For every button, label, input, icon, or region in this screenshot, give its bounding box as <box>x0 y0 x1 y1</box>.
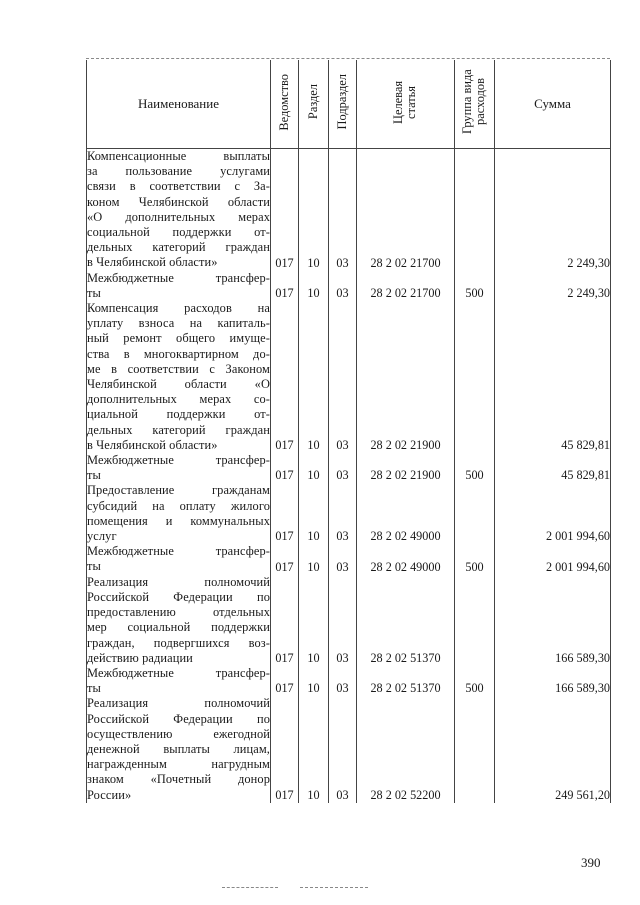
footer-rule-right <box>300 887 368 888</box>
row-razdel: 10 <box>299 666 329 696</box>
row-name-line: услуг <box>87 529 117 544</box>
row-summa: 249 561,20 <box>495 696 611 802</box>
row-name <box>87 575 271 666</box>
row-vedomstvo: 017 <box>271 575 299 666</box>
row-name-line: Реализация полномочий <box>87 696 270 711</box>
row-podrazdel: 03 <box>329 453 357 483</box>
row-gruppa: 500 <box>455 453 495 483</box>
row-razdel: 10 <box>299 696 329 802</box>
row-name-line: помещения и коммунальных <box>87 513 270 528</box>
row-name-line: граждан, подвергшихся воз- <box>87 635 270 650</box>
row-summa: 166 589,30 <box>495 575 611 666</box>
row-vedomstvo: 017 <box>271 666 299 696</box>
row-summa: 2 001 994,60 <box>495 544 611 574</box>
row-name-line: в Челябинской области» <box>87 437 218 452</box>
table-row <box>87 666 611 696</box>
row-gruppa: 500 <box>455 271 495 301</box>
row-name-line: ты <box>87 681 101 696</box>
header-gruppa: Группа вида расходов <box>455 60 495 149</box>
top-rule <box>86 58 610 59</box>
row-name-line: за пользование услугами <box>87 164 270 179</box>
row-name-line: связи в соответствии с За- <box>87 179 270 194</box>
header-podrazdel: Подраздел <box>329 60 357 149</box>
row-name-line: знаком «Почетный донор <box>87 772 270 787</box>
table-row <box>87 301 611 453</box>
row-name-line: Компенсация расходов на <box>87 301 270 316</box>
row-name-line: мер социальной поддержки <box>87 620 270 635</box>
row-summa: 2 249,30 <box>495 149 611 271</box>
row-razdel: 10 <box>299 149 329 271</box>
row-vedomstvo: 017 <box>271 696 299 802</box>
header-celevaya: Целевая статья <box>357 60 455 149</box>
row-vedomstvo: 017 <box>271 453 299 483</box>
row-razdel: 10 <box>299 575 329 666</box>
table-row <box>87 696 611 802</box>
row-name-line: Реализация полномочий <box>87 574 270 589</box>
row-name-line: дельных категорий граждан <box>87 422 270 437</box>
row-celevaya-statya: 28 2 02 49000 <box>357 544 455 574</box>
table-row <box>87 149 611 271</box>
row-name-line: Предоставление гражданам <box>87 483 270 498</box>
row-podrazdel: 03 <box>329 575 357 666</box>
row-name-line: России» <box>87 787 132 802</box>
row-celevaya-statya: 28 2 02 21700 <box>357 149 455 271</box>
row-razdel: 10 <box>299 483 329 544</box>
row-podrazdel: 03 <box>329 666 357 696</box>
table-row <box>87 453 611 483</box>
row-razdel: 10 <box>299 271 329 301</box>
header-summa: Сумма <box>495 60 611 149</box>
row-gruppa <box>455 696 495 802</box>
row-name-line: действию радиации <box>87 650 193 665</box>
row-name-line: уплату взноса на капиталь- <box>87 316 270 331</box>
row-name-line: дополнительных мерах со- <box>87 392 270 407</box>
row-gruppa: 500 <box>455 666 495 696</box>
table-row <box>87 483 611 544</box>
table-row <box>87 271 611 301</box>
row-podrazdel: 03 <box>329 271 357 301</box>
row-vedomstvo: 017 <box>271 301 299 453</box>
table-header <box>87 60 611 149</box>
row-name-line: ный ремонт общего имуще- <box>87 331 270 346</box>
row-name-line: ты <box>87 285 101 300</box>
row-name-line: в Челябинской области» <box>87 255 218 270</box>
budget-table <box>86 60 611 803</box>
row-name <box>87 544 271 574</box>
row-celevaya-statya: 28 2 02 51370 <box>357 575 455 666</box>
row-podrazdel: 03 <box>329 483 357 544</box>
footer-rule-left <box>222 887 278 888</box>
row-podrazdel: 03 <box>329 544 357 574</box>
row-name-line: награжденным нагрудным <box>87 757 270 772</box>
row-name <box>87 149 271 271</box>
row-name <box>87 666 271 696</box>
page-number: 390 <box>581 855 601 870</box>
row-summa: 2 249,30 <box>495 271 611 301</box>
row-celevaya-statya: 28 2 02 21700 <box>357 271 455 301</box>
row-name-line: субсидий на оплату жилого <box>87 498 270 513</box>
row-podrazdel: 03 <box>329 696 357 802</box>
row-summa: 166 589,30 <box>495 666 611 696</box>
row-name-line: осуществлению ежегодной <box>87 726 270 741</box>
row-gruppa <box>455 301 495 453</box>
row-name-line: Челябинской области «О <box>87 377 270 392</box>
header-name: Наименование <box>87 60 271 149</box>
row-name-line: социальной поддержки от- <box>87 225 270 240</box>
row-name <box>87 696 271 802</box>
row-name-line: ства в многоквартирном до- <box>87 346 270 361</box>
row-name-line: предоставлению отдельных <box>87 605 270 620</box>
row-gruppa <box>455 483 495 544</box>
header-vedomstvo: Ведомство <box>271 60 299 149</box>
row-name <box>87 301 271 453</box>
table-body <box>87 149 611 803</box>
row-razdel: 10 <box>299 544 329 574</box>
row-summa: 2 001 994,60 <box>495 483 611 544</box>
row-summa: 45 829,81 <box>495 453 611 483</box>
table-row <box>87 544 611 574</box>
row-name-line: Межбюджетные трансфер- <box>87 665 270 680</box>
row-gruppa: 500 <box>455 544 495 574</box>
row-name-line: ты <box>87 559 101 574</box>
row-vedomstvo: 017 <box>271 271 299 301</box>
row-name-line: «О дополнительных мерах <box>87 209 270 224</box>
row-name <box>87 271 271 301</box>
header-razdel: Раздел <box>299 60 329 149</box>
row-razdel: 10 <box>299 301 329 453</box>
row-vedomstvo: 017 <box>271 483 299 544</box>
table-row <box>87 575 611 666</box>
row-celevaya-statya: 28 2 02 21900 <box>357 301 455 453</box>
row-name-line: коном Челябинской области <box>87 194 270 209</box>
row-name-line: дельных категорий граждан <box>87 240 270 255</box>
row-razdel: 10 <box>299 453 329 483</box>
row-celevaya-statya: 28 2 02 21900 <box>357 453 455 483</box>
row-gruppa <box>455 575 495 666</box>
row-name-line: ты <box>87 468 101 483</box>
row-name-line: Российской Федерации по <box>87 589 270 604</box>
row-name-line: Российской Федерации по <box>87 711 270 726</box>
row-name-line: ме в соответствии с Законом <box>87 361 270 376</box>
row-name-line: денежной выплаты лицам, <box>87 741 270 756</box>
row-name-line: циальной поддержки от- <box>87 407 270 422</box>
row-vedomstvo: 017 <box>271 544 299 574</box>
row-celevaya-statya: 28 2 02 49000 <box>357 483 455 544</box>
row-celevaya-statya: 28 2 02 52200 <box>357 696 455 802</box>
row-summa: 45 829,81 <box>495 301 611 453</box>
row-celevaya-statya: 28 2 02 51370 <box>357 666 455 696</box>
row-podrazdel: 03 <box>329 301 357 453</box>
row-podrazdel: 03 <box>329 149 357 271</box>
row-name <box>87 453 271 483</box>
row-gruppa <box>455 149 495 271</box>
row-name <box>87 483 271 544</box>
row-name-line: Межбюджетные трансфер- <box>87 544 270 559</box>
row-name-line: Компенсационные выплаты <box>87 149 270 163</box>
row-vedomstvo: 017 <box>271 149 299 271</box>
row-name-line: Межбюджетные трансфер- <box>87 270 270 285</box>
row-name-line: Межбюджетные трансфер- <box>87 453 270 468</box>
